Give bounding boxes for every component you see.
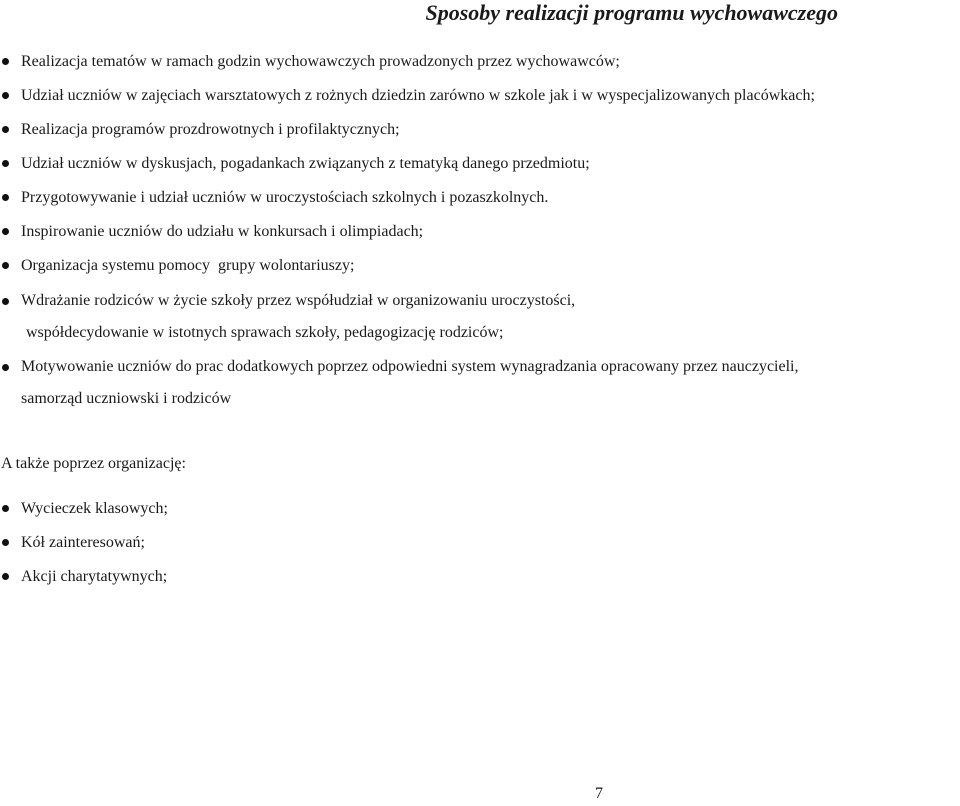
list-item (0, 249, 960, 283)
bullet-icon (2, 262, 9, 269)
list-item-text: Udział uczniów w dyskusjach, pogadankach związanych z tematyką danego przedmiotu; (21, 155, 590, 172)
organization-list (0, 492, 960, 594)
list-item (0, 492, 960, 526)
list-item-text: Inspirowanie uczniów do udziału w konkursach i olimpiadach; (21, 223, 424, 240)
bullet-icon (2, 160, 9, 167)
list-item-text-line2: samorząd uczniowski i rodziców (21, 390, 232, 407)
page-title: Sposoby realizacji programu wychowawczego (425, 0, 838, 25)
list-item-text: Realizacja tematów w ramach godzin wychowawczych prowadzonych przez wychowawców; (21, 53, 620, 70)
list-item (0, 79, 960, 113)
list-item-text: Realizacja programów prozdrowotnych i profilaktycznych; (21, 121, 400, 138)
list-item (0, 560, 960, 594)
bullet-icon (2, 126, 9, 133)
bullet-icon (2, 58, 9, 65)
list-item (0, 181, 960, 215)
list-item-text: Udział uczniów w zajęciach warsztatowych z rożnych dziedzin zarówno w szkole jak i w wyspecjalizowanych placówkach; (21, 87, 815, 104)
bullet-icon (2, 92, 9, 99)
bullet-icon (2, 573, 9, 580)
list-item-text: Wycieczek klasowych; (21, 500, 168, 517)
list-item (0, 526, 960, 560)
bullet-icon (2, 298, 9, 305)
methods-list (0, 45, 960, 415)
list-item (0, 45, 960, 79)
list-item (0, 113, 960, 147)
list-item (0, 147, 960, 181)
list-item-text: Organizacja systemu pomocy grupy wolontariuszy; (21, 257, 355, 274)
bullet-icon (2, 194, 9, 201)
bullet-icon (2, 539, 9, 546)
intro-text: A także poprzez organizację: (1, 455, 186, 472)
list-item-text-line1: Wdrażanie rodziców w życie szkoły przez współudział w organizowaniu uroczystości, (21, 292, 576, 309)
list-item-text: Przygotowywanie i udział uczniów w uroczystościach szkolnych i pozaszkolnych. (21, 189, 549, 206)
page-number: 7 (595, 785, 603, 802)
list-item-text: Akcji charytatywnych; (21, 568, 168, 585)
list-item-text: Kół zainteresowań; (21, 534, 145, 551)
list-item (0, 283, 960, 349)
list-item-text-line1: Motywowanie uczniów do prac dodatkowych poprzez odpowiedni system wynagradzania opracowany przez nauczycieli, (21, 358, 799, 375)
bullet-icon (2, 364, 9, 371)
list-item (0, 215, 960, 249)
bullet-icon (2, 505, 9, 512)
list-item-text-line2: współdecydowanie w istotnych sprawach szkoły, pedagogizację rodziców; (26, 324, 504, 341)
list-item (0, 349, 960, 415)
bullet-icon (2, 228, 9, 235)
